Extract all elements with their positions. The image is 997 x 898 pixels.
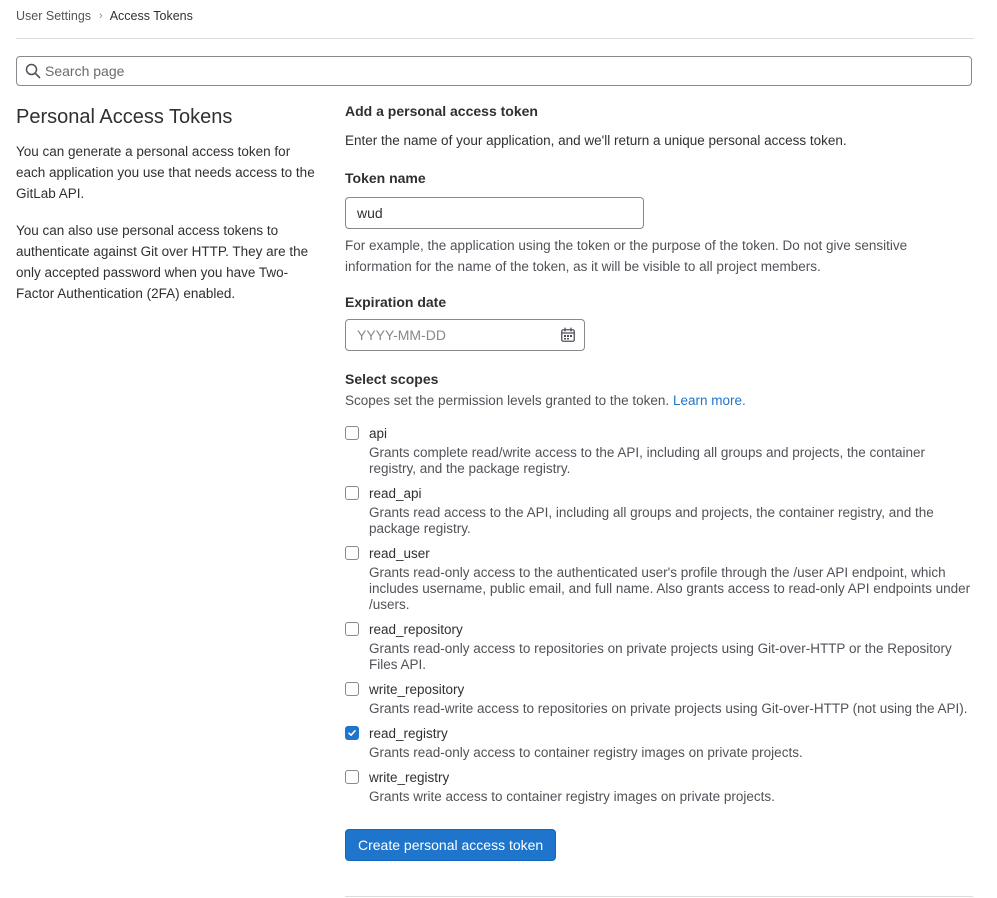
expiration-date-label: Expiration date	[345, 294, 447, 310]
expiration-date-field[interactable]	[345, 319, 585, 351]
scope-description: Grants read-only access to repositories on private projects using Git-over-HTTP or the Repository Files API.	[369, 641, 952, 672]
checkmark-icon	[347, 728, 357, 738]
bottom-divider	[345, 896, 973, 897]
scope-name[interactable]: read_api	[369, 486, 422, 501]
scope-name[interactable]: read_user	[369, 546, 430, 561]
scope-checkbox-api[interactable]	[345, 426, 359, 440]
scope-list	[345, 425, 975, 805]
scope-read-api	[345, 485, 975, 537]
search-input[interactable]	[45, 63, 971, 79]
scope-checkbox-read-repository[interactable]	[345, 622, 359, 636]
intro-section	[16, 104, 316, 304]
search-icon	[25, 63, 41, 79]
scope-description: Grants read access to the API, including all groups and projects, the container registry, and the package registry.	[369, 505, 934, 536]
scope-name[interactable]: write_repository	[369, 682, 465, 697]
scopes-label: Select scopes	[345, 371, 439, 387]
scope-read-registry	[345, 725, 975, 761]
token-form	[345, 102, 975, 861]
scope-read-repository	[345, 621, 975, 673]
scope-checkbox-read-api[interactable]	[345, 486, 359, 500]
scope-description: Grants read-only access to the authenticated user's profile through the /user API endpoint, which includes username, public email, and full name. Also grants access to read-only API endpoints under /users.	[369, 565, 971, 612]
search-box[interactable]	[16, 56, 972, 86]
page-title: Personal Access Tokens	[16, 106, 233, 128]
scope-write-repository	[345, 681, 975, 717]
scope-checkbox-read-registry[interactable]	[345, 726, 359, 740]
scope-description: Grants complete read/write access to the API, including all groups and projects, the container registry, and the package registry.	[369, 445, 926, 476]
breadcrumb-user-settings[interactable]: User Settings	[16, 9, 92, 23]
intro-paragraph-2: You can also use personal access tokens to authenticate against Git over HTTP. They are the only accepted password when you have Two-Factor Authentication (2FA) enabled.	[16, 223, 309, 301]
chevron-right-icon: ›	[99, 10, 103, 22]
top-divider	[16, 38, 974, 39]
token-name-input[interactable]	[357, 205, 632, 221]
scope-checkbox-write-repository[interactable]	[345, 682, 359, 696]
scope-description: Grants write access to container registry images on private projects.	[369, 789, 775, 804]
scope-name[interactable]: read_registry	[369, 726, 448, 741]
form-description: Enter the name of your application, and we'll return a unique personal access token.	[345, 133, 847, 148]
create-token-button[interactable]: Create personal access token	[345, 829, 556, 861]
scope-name[interactable]: api	[369, 426, 388, 441]
token-name-field[interactable]	[345, 197, 644, 229]
scope-checkbox-read-user[interactable]	[345, 546, 359, 560]
form-heading: Add a personal access token	[345, 103, 538, 119]
scope-name[interactable]: write_registry	[369, 770, 450, 785]
scope-description: Grants read-only access to container registry images on private projects.	[369, 745, 803, 760]
token-name-help: For example, the application using the token or the purpose of the token. Do not give sensitive information for the name of the token, as it will be visible to all project members.	[345, 238, 908, 274]
scope-api	[345, 425, 975, 477]
scope-description: Grants read-write access to repositories on private projects using Git-over-HTTP (not using the API).	[369, 701, 968, 716]
calendar-icon[interactable]	[560, 327, 576, 343]
expiration-date-input[interactable]	[357, 327, 560, 343]
scope-name[interactable]: read_repository	[369, 622, 463, 637]
intro-paragraph-1: You can generate a personal access token for each application you use that needs access to the GitLab API.	[16, 144, 315, 201]
scope-checkbox-write-registry[interactable]	[345, 770, 359, 784]
scope-read-user	[345, 545, 975, 613]
scopes-description	[345, 392, 975, 410]
token-name-label: Token name	[345, 170, 426, 186]
breadcrumb-access-tokens[interactable]: Access Tokens	[109, 9, 193, 23]
scope-write-registry	[345, 769, 975, 805]
breadcrumb	[16, 8, 193, 24]
learn-more-link[interactable]: Learn more.	[672, 393, 746, 408]
scopes-description-text: Scopes set the permission levels granted to the token.	[345, 393, 670, 408]
